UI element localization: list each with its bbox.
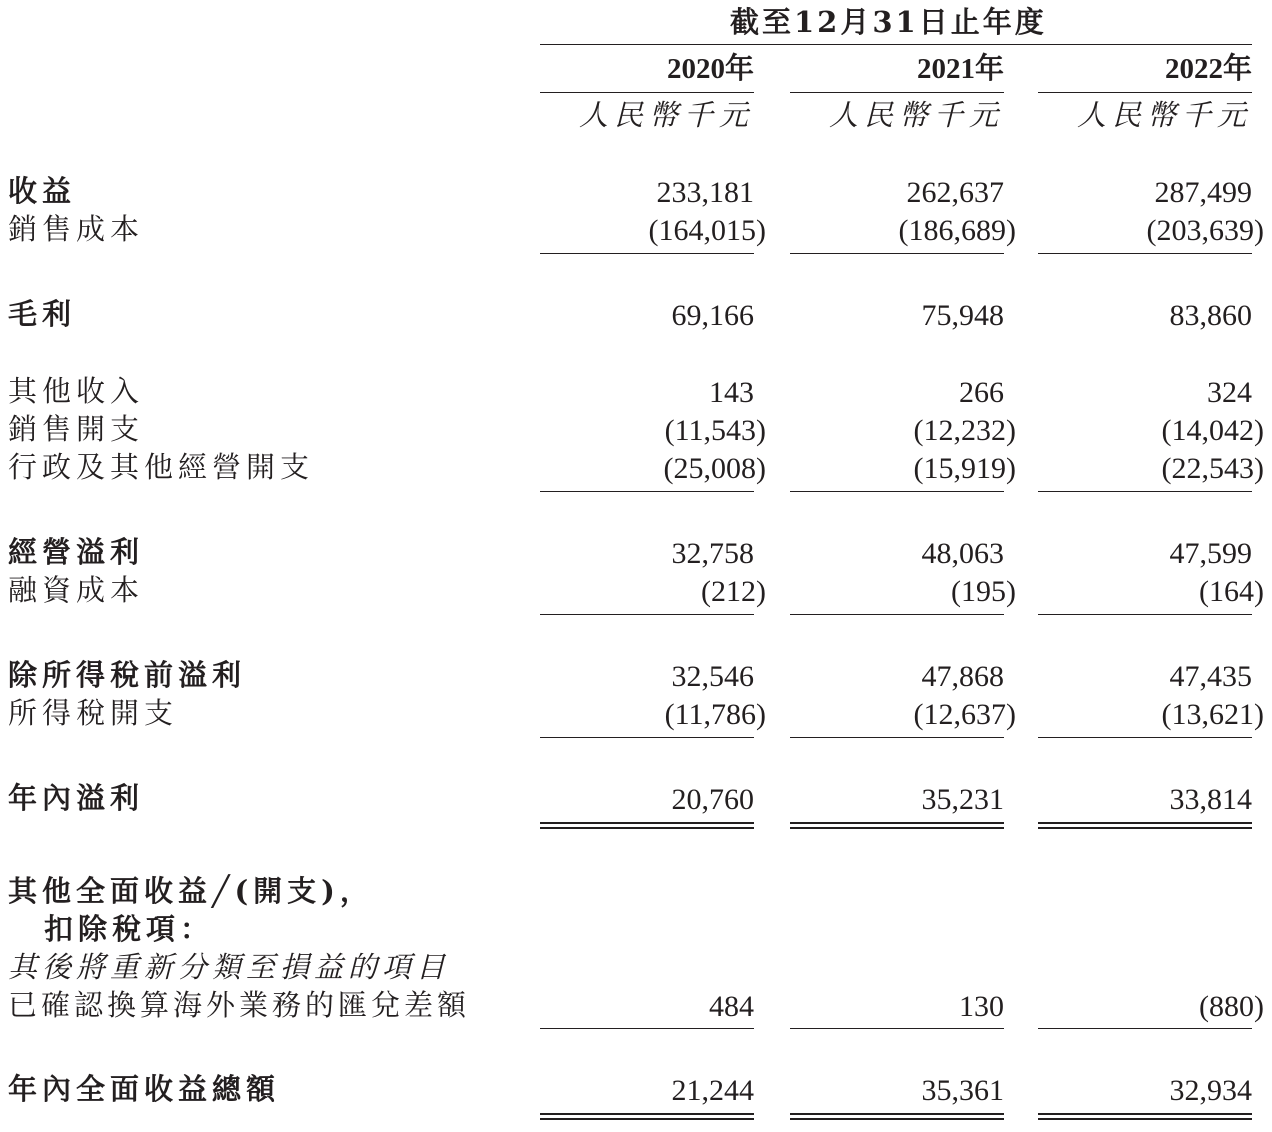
row-label-profit-before-tax: 除所得稅前溢利 [8, 658, 247, 692]
double-rule-2022 [1038, 1113, 1252, 1120]
value-exchange-differences-2021: 130 [959, 990, 1004, 1023]
value-gross-profit-2020: 69,166 [671, 299, 754, 332]
double-rule-2022 [1038, 822, 1252, 829]
row-label-cost-of-sales: 銷售成本 [8, 212, 145, 246]
subtotal-rule-2020 [540, 1028, 754, 1029]
row-label-gross-profit: 毛利 [8, 297, 77, 331]
row-label-profit-for-year: 年內溢利 [8, 781, 145, 815]
subtotal-rule-2020 [540, 491, 754, 492]
unit-header-2022: 人民幣千元 [1076, 98, 1252, 132]
value-operating-profit-2022: 47,599 [1169, 537, 1252, 570]
row-label-net-of-tax: 扣除稅項： [44, 912, 215, 946]
row-label-finance-costs: 融資成本 [8, 573, 145, 607]
subtotal-rule-2020 [540, 253, 754, 254]
value-profit-for-year-2021: 35,231 [921, 783, 1004, 816]
row-label-admin-expenses: 行政及其他經營開支 [8, 450, 315, 484]
value-selling-expenses-2021: (12,232) [913, 414, 1016, 447]
unit-header-2021: 人民幣千元 [828, 98, 1004, 132]
value-cost-of-sales-2020: (164,015) [648, 214, 766, 247]
year-header-2022: 2022年 [1164, 53, 1252, 85]
value-profit-for-year-2020: 20,760 [671, 783, 754, 816]
row-label-operating-profit: 經營溢利 [8, 535, 145, 569]
subtotal-rule-2022 [1038, 253, 1252, 254]
row-label-exchange-differences: 已確認換算海外業務的匯兌差額 [8, 988, 471, 1022]
value-total-comprehensive-income-2020: 21,244 [671, 1074, 754, 1107]
year-rule-2021 [790, 92, 1004, 93]
value-selling-expenses-2022: (14,042) [1161, 414, 1264, 447]
value-income-tax-2022: (13,621) [1161, 698, 1264, 731]
value-total-comprehensive-income-2021: 35,361 [921, 1074, 1004, 1107]
year-rule-2020 [540, 92, 754, 93]
year-rule-2022 [1038, 92, 1252, 93]
year-header-2020: 2020年 [666, 53, 754, 85]
row-label-reclassifiable-items: 其後將重新分類至損益的項目 [8, 950, 451, 984]
row-label-total-comprehensive-income: 年內全面收益總額 [8, 1072, 281, 1106]
value-revenue-2020: 233,181 [656, 176, 754, 209]
subtotal-rule-2022 [1038, 614, 1252, 615]
value-finance-costs-2020: (212) [701, 575, 766, 608]
subtotal-rule-2022 [1038, 1028, 1252, 1029]
value-profit-before-tax-2020: 32,546 [671, 660, 754, 693]
value-admin-expenses-2021: (15,919) [913, 452, 1016, 485]
subtotal-rule-2022 [1038, 737, 1252, 738]
year-header-2021: 2021年 [916, 53, 1004, 85]
period-header: 截至12月31日止年度 [730, 5, 1047, 39]
value-total-comprehensive-income-2022: 32,934 [1169, 1074, 1252, 1107]
subtotal-rule-2020 [540, 737, 754, 738]
value-gross-profit-2022: 83,860 [1169, 299, 1252, 332]
value-selling-expenses-2020: (11,543) [664, 414, 766, 447]
subtotal-rule-2021 [790, 1028, 1004, 1029]
row-label-income-tax: 所得稅開支 [8, 696, 179, 730]
subtotal-rule-2021 [790, 491, 1004, 492]
value-cost-of-sales-2022: (203,639) [1146, 214, 1264, 247]
subtotal-rule-2021 [790, 737, 1004, 738]
subtotal-rule-2022 [1038, 491, 1252, 492]
value-profit-before-tax-2021: 47,868 [921, 660, 1004, 693]
value-operating-profit-2021: 48,063 [921, 537, 1004, 570]
value-income-tax-2021: (12,637) [913, 698, 1016, 731]
double-rule-2020 [540, 822, 754, 829]
row-label-other-income: 其他收入 [8, 374, 145, 408]
double-rule-2021 [790, 822, 1004, 829]
value-exchange-differences-2020: 484 [709, 990, 754, 1023]
value-admin-expenses-2020: (25,008) [663, 452, 766, 485]
subtotal-rule-2020 [540, 614, 754, 615]
value-finance-costs-2021: (195) [951, 575, 1016, 608]
value-other-income-2022: 324 [1207, 376, 1252, 409]
unit-header-2020: 人民幣千元 [578, 98, 754, 132]
value-operating-profit-2020: 32,758 [671, 537, 754, 570]
value-other-income-2020: 143 [709, 376, 754, 409]
value-profit-before-tax-2022: 47,435 [1169, 660, 1252, 693]
value-other-income-2021: 266 [959, 376, 1004, 409]
value-exchange-differences-2022: (880) [1199, 990, 1264, 1023]
subtotal-rule-2021 [790, 253, 1004, 254]
value-admin-expenses-2022: (22,543) [1161, 452, 1264, 485]
row-label-revenue: 收益 [8, 174, 77, 208]
value-revenue-2022: 287,499 [1154, 176, 1252, 209]
row-label-selling-expenses: 銷售開支 [8, 412, 145, 446]
period-rule [540, 44, 1252, 45]
double-rule-2021 [790, 1113, 1004, 1120]
value-cost-of-sales-2021: (186,689) [898, 214, 1016, 247]
double-rule-2020 [540, 1113, 754, 1120]
value-gross-profit-2021: 75,948 [921, 299, 1004, 332]
value-profit-for-year-2022: 33,814 [1169, 783, 1252, 816]
value-revenue-2021: 262,637 [906, 176, 1004, 209]
value-finance-costs-2022: (164) [1199, 575, 1264, 608]
value-income-tax-2020: (11,786) [664, 698, 766, 731]
subtotal-rule-2021 [790, 614, 1004, 615]
row-label-oci-header: 其他全面收益╱(開支)， [8, 874, 374, 908]
